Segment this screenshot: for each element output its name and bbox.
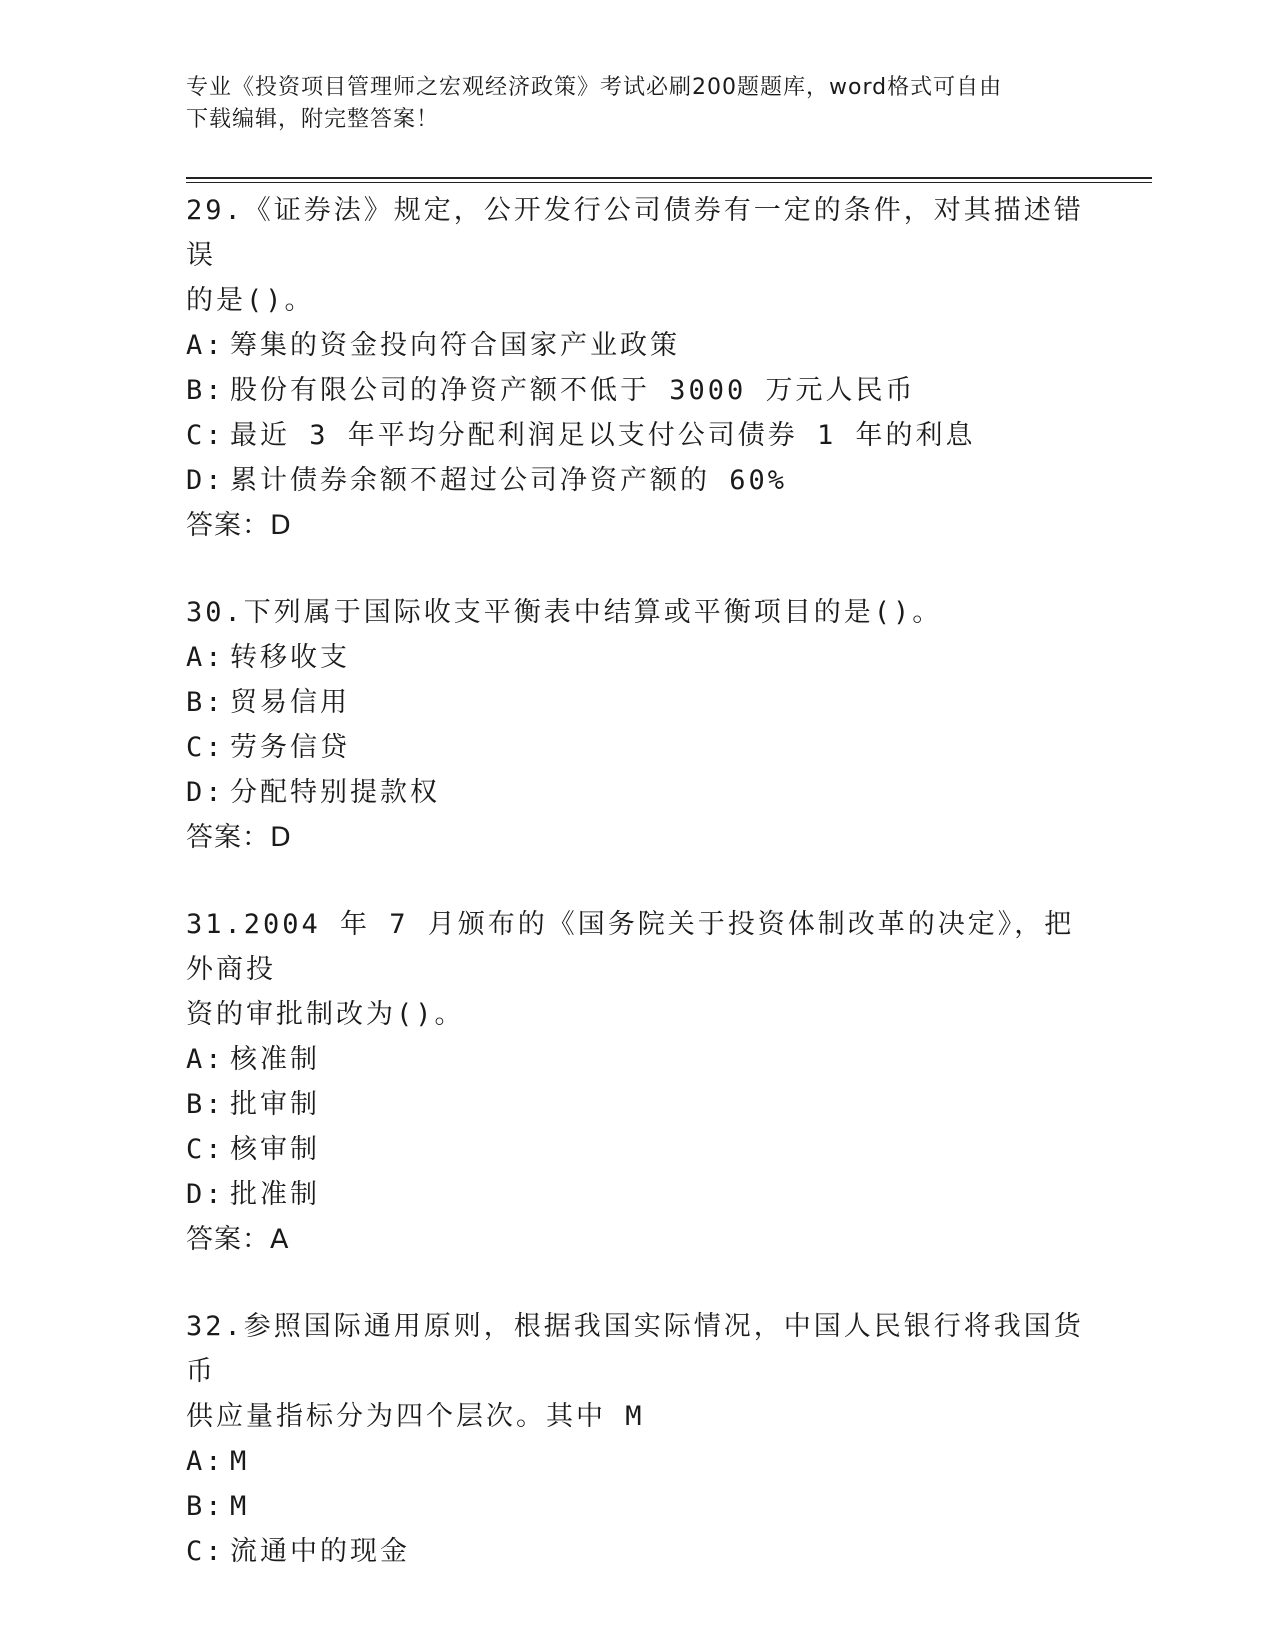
option-key: B: bbox=[186, 1491, 225, 1522]
option-text: 贸易信用 bbox=[230, 687, 350, 718]
option-c bbox=[186, 1127, 1086, 1172]
option-key: C: bbox=[186, 732, 225, 763]
option-c bbox=[186, 413, 1086, 458]
option-d bbox=[186, 458, 1086, 503]
option-key: B: bbox=[186, 375, 225, 406]
option-text: 劳务信贷 bbox=[230, 732, 350, 763]
question-text-line-1: 31.2004 年 7 月颁布的《国务院关于投资体制改革的决定》，把外商投 bbox=[186, 909, 1075, 985]
option-text: 批审制 bbox=[230, 1089, 320, 1120]
option-text: 分配特别提款权 bbox=[230, 777, 440, 808]
option-key: B: bbox=[186, 687, 225, 718]
option-key: A: bbox=[186, 330, 225, 361]
option-text: 转移收支 bbox=[230, 642, 350, 673]
option-key: C: bbox=[186, 420, 225, 451]
header-rule-thin bbox=[186, 182, 1152, 183]
option-text: 股份有限公司的净资产额不低于 3000 万元人民币 bbox=[230, 375, 916, 406]
option-b bbox=[186, 1082, 1086, 1127]
option-b bbox=[186, 368, 1086, 413]
question-text-line-1: 29.《证券法》规定，公开发行公司债券有一定的条件，对其描述错误 bbox=[186, 195, 1084, 271]
option-key: A: bbox=[186, 1044, 225, 1075]
option-key: C: bbox=[186, 1134, 225, 1165]
question-text-line-2: 的是()。 bbox=[186, 285, 315, 316]
question-text-line-1: 30.下列属于国际收支平衡表中结算或平衡项目的是()。 bbox=[186, 597, 943, 628]
option-b bbox=[186, 1484, 1086, 1529]
option-key: D: bbox=[186, 777, 225, 808]
option-text: 核审制 bbox=[230, 1134, 320, 1165]
option-a bbox=[186, 635, 1086, 680]
option-text: 流通中的现金 bbox=[230, 1536, 410, 1567]
question-32 bbox=[186, 1304, 1086, 1574]
option-d bbox=[186, 1172, 1086, 1217]
answer-text: 答案：A bbox=[186, 1224, 290, 1255]
question-text-line-1: 32.参照国际通用原则，根据我国实际情况，中国人民银行将我国货币 bbox=[186, 1311, 1084, 1387]
option-text: 核准制 bbox=[230, 1044, 320, 1075]
option-text: 累计债券余额不超过公司净资产额的 60% bbox=[230, 465, 788, 496]
option-text: M bbox=[230, 1491, 250, 1522]
option-key: A: bbox=[186, 642, 225, 673]
question-list bbox=[186, 188, 1086, 1616]
option-c bbox=[186, 1529, 1086, 1574]
header-line-1: 专业《投资项目管理师之宏观经济政策》考试必刷200题题库，word格式可自由 bbox=[186, 75, 1003, 100]
option-key: D: bbox=[186, 465, 225, 496]
option-b bbox=[186, 680, 1086, 725]
question-30 bbox=[186, 590, 1086, 860]
question-29 bbox=[186, 188, 1086, 548]
option-text: 批准制 bbox=[230, 1179, 320, 1210]
option-a bbox=[186, 1037, 1086, 1082]
option-a bbox=[186, 323, 1086, 368]
answer-text: 答案：D bbox=[186, 510, 292, 541]
question-31 bbox=[186, 902, 1086, 1262]
question-text-line-2: 供应量指标分为四个层次。其中 M bbox=[186, 1401, 645, 1432]
answer-text: 答案：D bbox=[186, 822, 292, 853]
option-key: A: bbox=[186, 1446, 225, 1477]
option-d bbox=[186, 770, 1086, 815]
option-text: 最近 3 年平均分配利润足以支付公司债券 1 年的利息 bbox=[230, 420, 976, 451]
header-rule-thick bbox=[186, 177, 1152, 179]
option-key: C: bbox=[186, 1536, 225, 1567]
option-text: M bbox=[230, 1446, 250, 1477]
option-c bbox=[186, 725, 1086, 770]
option-key: D: bbox=[186, 1179, 225, 1210]
header-line-2: 下载编辑，附完整答案！ bbox=[186, 107, 440, 132]
document-header bbox=[186, 72, 1066, 136]
option-key: B: bbox=[186, 1089, 225, 1120]
option-a bbox=[186, 1439, 1086, 1484]
question-text-line-2: 资的审批制改为()。 bbox=[186, 999, 465, 1030]
option-text: 筹集的资金投向符合国家产业政策 bbox=[230, 330, 680, 361]
